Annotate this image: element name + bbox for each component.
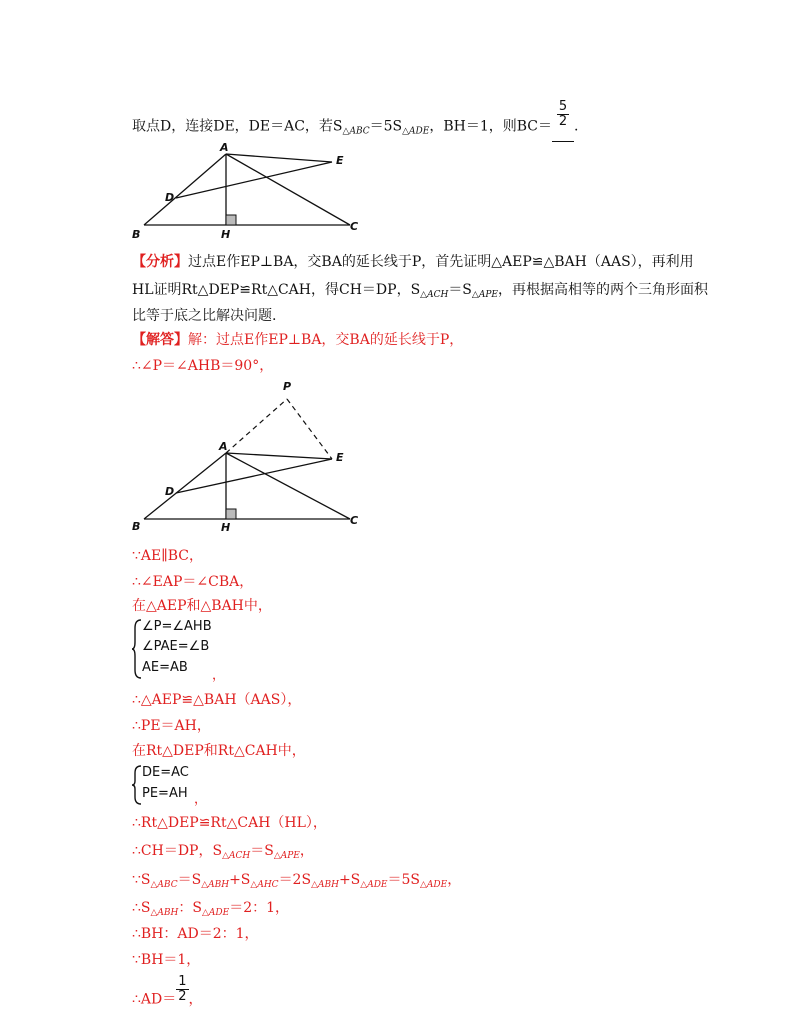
solution-text: 解：过点E作EP⊥BA，交BA的延长线于P， [188, 332, 464, 348]
analysis-text: ，再根据高相等的两个三角形面积 [497, 282, 708, 298]
analysis-line-2 [132, 280, 708, 305]
solution-tag: 【解答】 [132, 332, 188, 348]
solution-text: ∴CH＝DP，S [132, 843, 223, 859]
segment-ae [226, 154, 332, 162]
solution-text: ∴∠P＝∠AHB＝90°， [132, 358, 274, 374]
solution-line-1 [132, 330, 463, 350]
solution-text: ， [299, 843, 314, 859]
segment-pe-dashed [287, 399, 332, 459]
solution-text: ＝S [250, 843, 274, 859]
subscript: △ADE [201, 908, 230, 918]
solution-text: ， [188, 991, 203, 1008]
analysis-text: 过点E作EP⊥BA，交BA的延长线于P，首先证明△AEP≌△BAH（AAS），再利用 [188, 254, 694, 270]
subscript: △ACH [420, 290, 449, 300]
solution-text: ∴∠EAP＝∠CBA， [132, 574, 254, 590]
solution-text: ∴BH：AD＝2：1， [132, 926, 259, 942]
brace-icon [132, 618, 142, 680]
fraction [176, 975, 188, 1004]
segment-ba [144, 453, 226, 519]
subscript: △AHC [250, 880, 279, 890]
solution-line-15 [132, 974, 203, 1014]
analysis-line-1 [132, 252, 694, 272]
equation-row: ∠PAE=∠B [142, 639, 210, 654]
solution-line-14 [132, 950, 200, 970]
solution-text: ∴△AEP≌△BAH（AAS）， [132, 692, 302, 708]
fraction-numerator: 1 [178, 974, 187, 989]
solution-text: ， [447, 872, 462, 888]
question-text: . [574, 118, 579, 135]
solution-line-12 [132, 898, 289, 923]
solution-text: 在Rt△DEP和Rt△CAH中， [132, 743, 306, 759]
segment-ae [226, 453, 332, 459]
solution-text: ∴AD＝ [132, 991, 177, 1008]
label-b: B [132, 228, 141, 241]
label-c: C [350, 514, 359, 527]
subscript: △APE [471, 290, 498, 300]
fraction-denominator: 2 [178, 989, 187, 1004]
solution-text: 在△AEP和△BAH中， [132, 598, 272, 614]
segment-ac [226, 154, 350, 225]
equation-row: DE=AC [142, 765, 189, 780]
label-d: D [165, 485, 175, 498]
answer-fraction [557, 100, 569, 129]
label-a: A [219, 440, 228, 453]
label-e: E [336, 451, 344, 464]
solution-text: ∵S [132, 872, 151, 888]
question-line [132, 99, 579, 142]
subscript: △ABC [342, 126, 370, 137]
solution-text: ：S [178, 900, 202, 916]
label-e: E [336, 154, 344, 167]
equation-row: AE=AB [142, 660, 188, 675]
fraction-denominator: 2 [558, 114, 568, 129]
subscript: △APE [273, 851, 300, 861]
solution-line-4 [132, 572, 253, 592]
subscript: △ABC [150, 880, 178, 890]
equation-system-1 [132, 618, 252, 683]
solution-text: ∴Rt△DEP≌Rt△CAH（HL）， [132, 815, 327, 831]
label-a: A [220, 141, 229, 154]
solution-text: ＝2：1， [229, 900, 290, 916]
right-angle-mark [226, 215, 236, 225]
solution-text: +S [229, 872, 251, 888]
fraction-numerator: 5 [558, 99, 568, 114]
question-text: 取点D，连接DE，DE＝AC，若S [132, 118, 343, 135]
solution-line-7 [132, 716, 211, 736]
equation-row: PE=AH [142, 786, 188, 801]
brace-icon [132, 764, 142, 806]
question-text: ，BH＝1，则BC＝ [429, 118, 553, 135]
solution-text: ∴S [132, 900, 151, 916]
label-h: H [221, 521, 231, 533]
question-text: ＝5S [369, 118, 403, 135]
segment-de [176, 162, 332, 198]
subscript: △ABH [311, 880, 339, 890]
solution-line-5 [132, 596, 272, 616]
solution-text: ∵AE∥BC， [132, 548, 203, 564]
figure-triangle-2 [126, 378, 366, 533]
equation-tail: ， [212, 668, 226, 683]
equation-tail: ， [194, 792, 208, 807]
figure-triangle-1 [126, 140, 366, 245]
analysis-text: HL证明Rt△DEP≌Rt△CAH，得CH＝DP，S [132, 282, 421, 298]
solution-line-6 [132, 690, 301, 710]
solution-text: ＝S [177, 872, 202, 888]
segment-ap-dashed [226, 399, 287, 453]
solution-line-10 [132, 841, 314, 866]
analysis-text: ＝S [448, 282, 472, 298]
solution-text: ＝5S [387, 872, 420, 888]
solution-line-8 [132, 741, 306, 761]
solution-line-9 [132, 813, 327, 833]
answer-blank [552, 99, 574, 142]
subscript: △ABH [150, 908, 179, 918]
solution-line-13 [132, 924, 259, 944]
analysis-text: 比等于底之比解决问题. [132, 308, 277, 324]
solution-text: ∵BH＝1， [132, 952, 201, 968]
subscript: △ADE [420, 880, 448, 890]
right-angle-mark [226, 509, 236, 519]
solution-text: +S [338, 872, 361, 888]
label-b: B [132, 520, 141, 533]
label-p: P [283, 380, 292, 393]
segment-de [176, 459, 332, 493]
equation-system-2 [132, 764, 252, 806]
analysis-tag: 【分析】 [132, 254, 188, 270]
subscript: △ABH [201, 880, 230, 890]
segment-ac [226, 453, 350, 519]
subscript: △ADE [360, 880, 388, 890]
label-d: D [165, 191, 175, 204]
solution-text: ∴PE＝AH， [132, 718, 211, 734]
solution-line-3 [132, 546, 203, 566]
subscript: △ACH [222, 851, 251, 861]
analysis-line-3 [132, 306, 276, 326]
equation-row: ∠P=∠AHB [142, 619, 212, 634]
solution-line-2 [132, 356, 273, 376]
label-h: H [221, 228, 231, 241]
subscript: △ADE [402, 126, 430, 137]
solution-text: ＝2S [278, 872, 312, 888]
solution-line-11 [132, 870, 461, 895]
label-c: C [350, 220, 359, 233]
